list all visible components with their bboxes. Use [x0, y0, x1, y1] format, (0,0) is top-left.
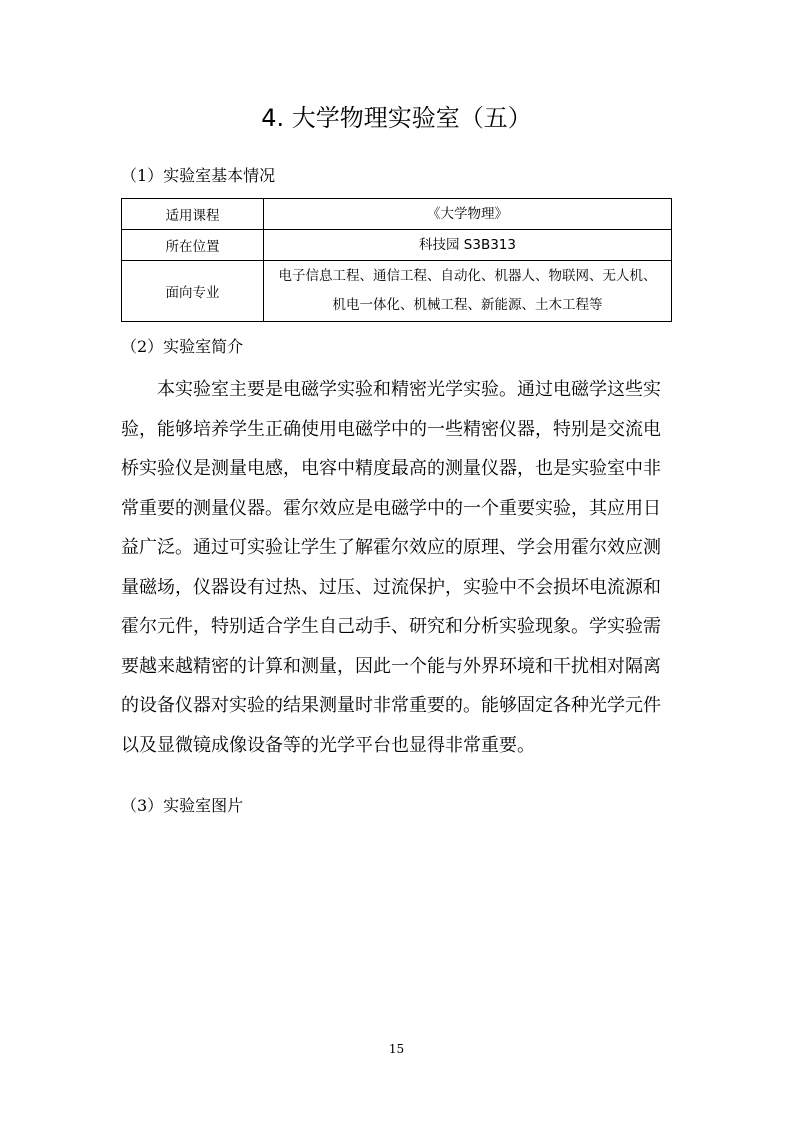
table-value-line: 《大学物理》	[427, 205, 508, 222]
intro-line: 要越来越精密的计算和测量，因此一个能与外界环境和干扰相对隔离	[121, 655, 661, 677]
table-key-course: 适用课程	[122, 199, 264, 230]
section-heading-intro: （2）实验室简介	[121, 337, 244, 356]
intro-line: 常重要的测量仪器。霍尔效应是电磁学中的一个重要实验，其应用日	[121, 497, 661, 519]
page-number: 15	[388, 1042, 405, 1056]
table-row	[122, 230, 672, 261]
intro-line: 本实验室主要是电磁学实验和精密光学实验。通过电磁学这些实	[157, 379, 661, 400]
intro-line: 的设备仪器对实验的结果测量时非常重要的。能够固定各种光学元件	[121, 695, 661, 716]
intro-line: 以及显微镜成像设备等的光学平台也显得非常重要。	[121, 734, 535, 756]
table-row	[122, 261, 672, 322]
table-value-majors	[264, 261, 672, 322]
table-value-location	[264, 230, 672, 261]
intro-line: 验，能够培养学生正确使用电磁学中的一些精密仪器，特别是交流电	[121, 418, 661, 440]
intro-line: 量磁场，仪器设有过热、过压、过流保护，实验中不会损坏电流源和	[121, 576, 661, 598]
intro-line: 霍尔元件，特别适合学生自己动手、研究和分析实验现象。学实验需	[121, 616, 661, 637]
intro-line: 桥实验仪是测量电感，电容中精度最高的测量仪器，也是实验室中非	[121, 458, 661, 479]
table-value-line: 机电一体化、机械工程、新能源、土木工程等	[332, 297, 603, 313]
lab-info-table	[121, 198, 672, 322]
intro-line: 益广泛。通过可实验让学生了解霍尔效应的原理、学会用霍尔效应测	[121, 537, 661, 558]
table-row	[122, 199, 672, 230]
table-value-line: 科技园 S3B313	[419, 236, 516, 253]
intro-paragraph	[121, 370, 673, 765]
table-key-majors: 面向专业	[122, 261, 264, 322]
table-value-course	[264, 199, 672, 230]
section-heading-pictures: （3）实验室图片	[121, 796, 244, 815]
table-value-line: 电子信息工程、通信工程、自动化、机器人、物联网、无人机、	[278, 268, 657, 284]
table-key-location: 所在位置	[122, 230, 264, 261]
section-heading-basic-info: （1）实验室基本情况	[121, 166, 276, 185]
page-title: 4. 大学物理实验室（五）	[261, 104, 532, 132]
